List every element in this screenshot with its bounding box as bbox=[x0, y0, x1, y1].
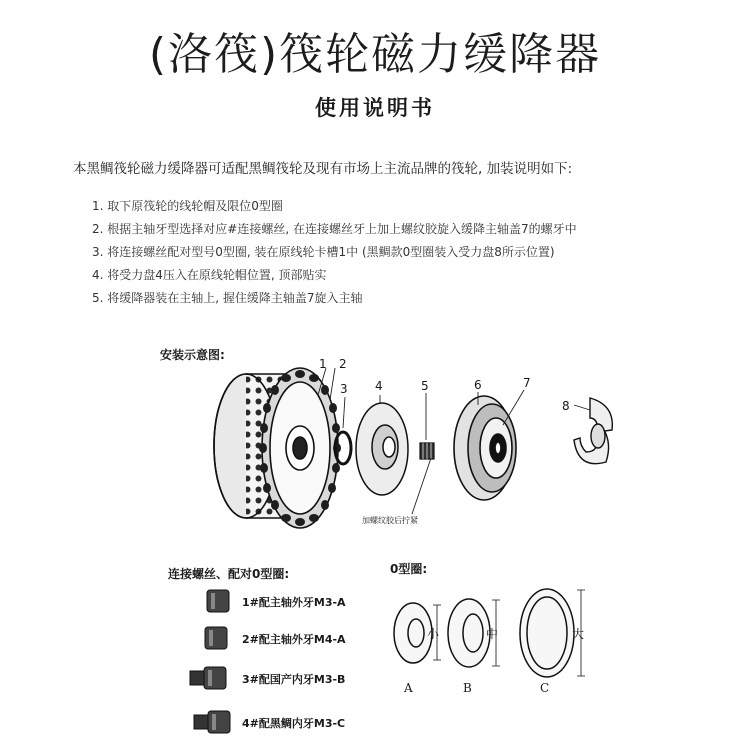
instruction-step: 5. 将缓降器装在主轴上, 握住缓降主轴盖7旋入主轴 bbox=[92, 291, 363, 305]
o-ring-c-letter: C bbox=[540, 681, 550, 695]
instruction-step: 3. 将连接螺丝配对型号0型圈, 装在原线轮卡槽1中 (黑鲷款0型圈装入受力盘8所示位置) bbox=[92, 245, 555, 259]
o-ring-a-size: 小 bbox=[427, 627, 440, 641]
part-number-5: 5 bbox=[421, 379, 429, 393]
screw-4-icon bbox=[194, 711, 230, 733]
part-number-4: 4 bbox=[375, 379, 383, 393]
instruction-step: 2. 根据主轴牙型选择对应#连接螺丝, 在连接螺丝牙上加上螺纹胶旋入缓降主轴盖7的螺牙中 bbox=[92, 222, 577, 236]
o-rings-section-title: 0型圈: bbox=[390, 562, 428, 576]
intro-text: 本黑鲷筏轮磁力缓降器可适配黑鲷筏轮及现有市场上主流品牌的筏轮, 加装说明如下: bbox=[73, 161, 573, 177]
part-number-2: 2 bbox=[339, 357, 347, 371]
screw-3-icon bbox=[190, 667, 226, 689]
part-number-8: 8 bbox=[562, 399, 570, 413]
instruction-step: 4. 将受力盘4压入在原线轮帽位置, 顶部贴实 bbox=[92, 268, 327, 282]
page-subtitle: 使用说明书 bbox=[315, 96, 435, 120]
screw-item-4: 4#配黑鲷内牙M3-C bbox=[242, 717, 346, 730]
part-number-3: 3 bbox=[340, 382, 348, 396]
screw-item-2: 2#配主轴外牙M4-A bbox=[242, 633, 346, 646]
connecting-screw-drawing bbox=[420, 443, 434, 459]
o-ring-c-size: 大 bbox=[572, 627, 585, 641]
screw-2-icon bbox=[205, 627, 227, 649]
screw-tag: 加螺纹胶后拧紧 bbox=[362, 516, 418, 525]
screws-section-title: 连接螺丝、配对0型圈: bbox=[168, 567, 290, 581]
page-title: (洛筏)筏轮磁力缓降器 bbox=[148, 29, 602, 80]
screw-item-1: 1#配主轴外牙M3-A bbox=[242, 596, 346, 609]
part-number-1: 1 bbox=[319, 357, 327, 371]
pressure-disc-drawing bbox=[574, 398, 612, 464]
o-ring-b-size: 中 bbox=[486, 627, 499, 641]
o-ring-a-letter: A bbox=[404, 681, 413, 695]
screw-1-icon bbox=[207, 590, 229, 612]
screw-icons bbox=[190, 590, 230, 733]
part-number-6: 6 bbox=[474, 378, 482, 392]
part-number-7: 7 bbox=[523, 376, 531, 390]
install-diagram-title: 安装示意图: bbox=[160, 348, 225, 362]
screw-item-3: 3#配国产内牙M3-B bbox=[242, 673, 346, 686]
pressure-plate-drawing bbox=[356, 403, 408, 495]
o-ring-b-letter: B bbox=[463, 681, 472, 695]
magnetic-unit-drawing bbox=[454, 396, 516, 500]
instruction-step: 1. 取下原筏轮的线轮帽及限位0型圈 bbox=[92, 199, 283, 213]
